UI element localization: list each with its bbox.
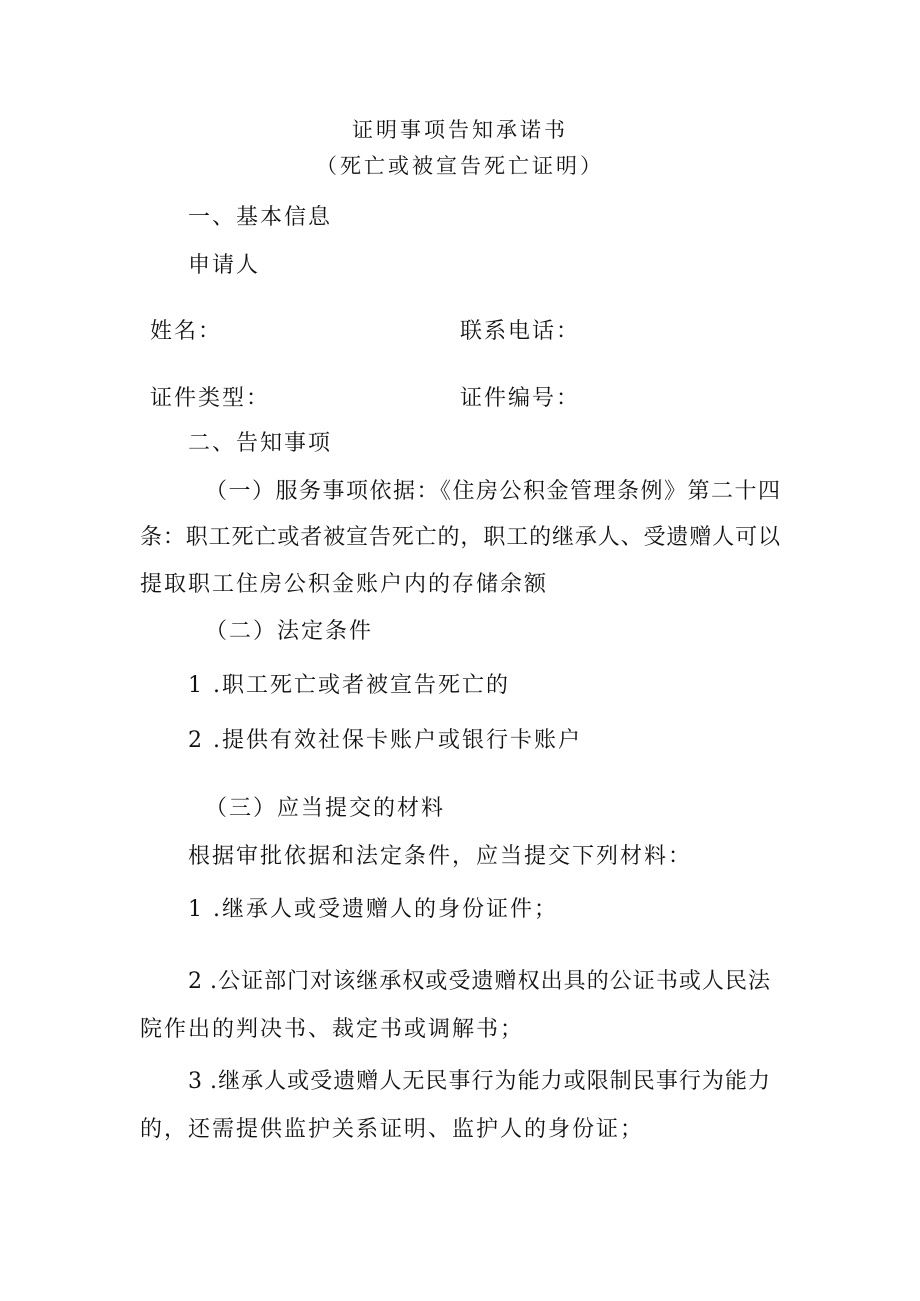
conditions-heading: （二）法定条件 — [205, 619, 374, 644]
id-type-label: 证件类型： — [150, 386, 271, 411]
document-subtitle: （死亡或被宣告死亡证明） — [316, 154, 604, 178]
basis-line-2: 条：职工死亡或者被宣告死亡的，职工的继承人、受遗赠人可以 — [140, 525, 780, 550]
document-title: 证明事项告知承诺书 — [352, 118, 568, 142]
section-basic-info-heading: 一、基本信息 — [188, 205, 333, 230]
condition-item-2: 2 .提供有效社保卡账户或银行卡账户 — [188, 728, 582, 753]
name-label: 姓名： — [150, 319, 223, 344]
material-item-3-line-2: 的，还需提供监护关系证明、监护人的身份证； — [140, 1117, 645, 1142]
id-number-label: 证件编号： — [460, 386, 581, 411]
basis-line-3: 提取职工住房公积金账户内的存储余额 — [140, 572, 549, 597]
basis-line-1: （一）服务事项依据：《住房公积金管理条例》第二十四 — [205, 479, 780, 504]
material-item-2-line-2: 院作出的判决书、裁定书或调解书； — [140, 1017, 525, 1042]
section-notice-heading: 二、告知事项 — [188, 431, 333, 456]
phone-label: 联系电话： — [460, 319, 581, 344]
applicant-label: 申请人 — [188, 253, 261, 278]
materials-intro: 根据审批依据和法定条件，应当提交下列材料： — [188, 844, 693, 869]
condition-item-1: 1 .职工死亡或者被宣告死亡的 — [188, 673, 510, 698]
material-item-3-line-1: 3 .继承人或受遗赠人无民事行为能力或限制民事行为能力 — [188, 1069, 770, 1094]
material-item-2-line-1: 2 .公证部门对该继承权或受遗赠权出具的公证书或人民法 — [188, 969, 770, 994]
material-item-1: 1 .继承人或受遗赠人的身份证件； — [188, 897, 558, 922]
materials-heading: （三）应当提交的材料 — [205, 796, 446, 821]
